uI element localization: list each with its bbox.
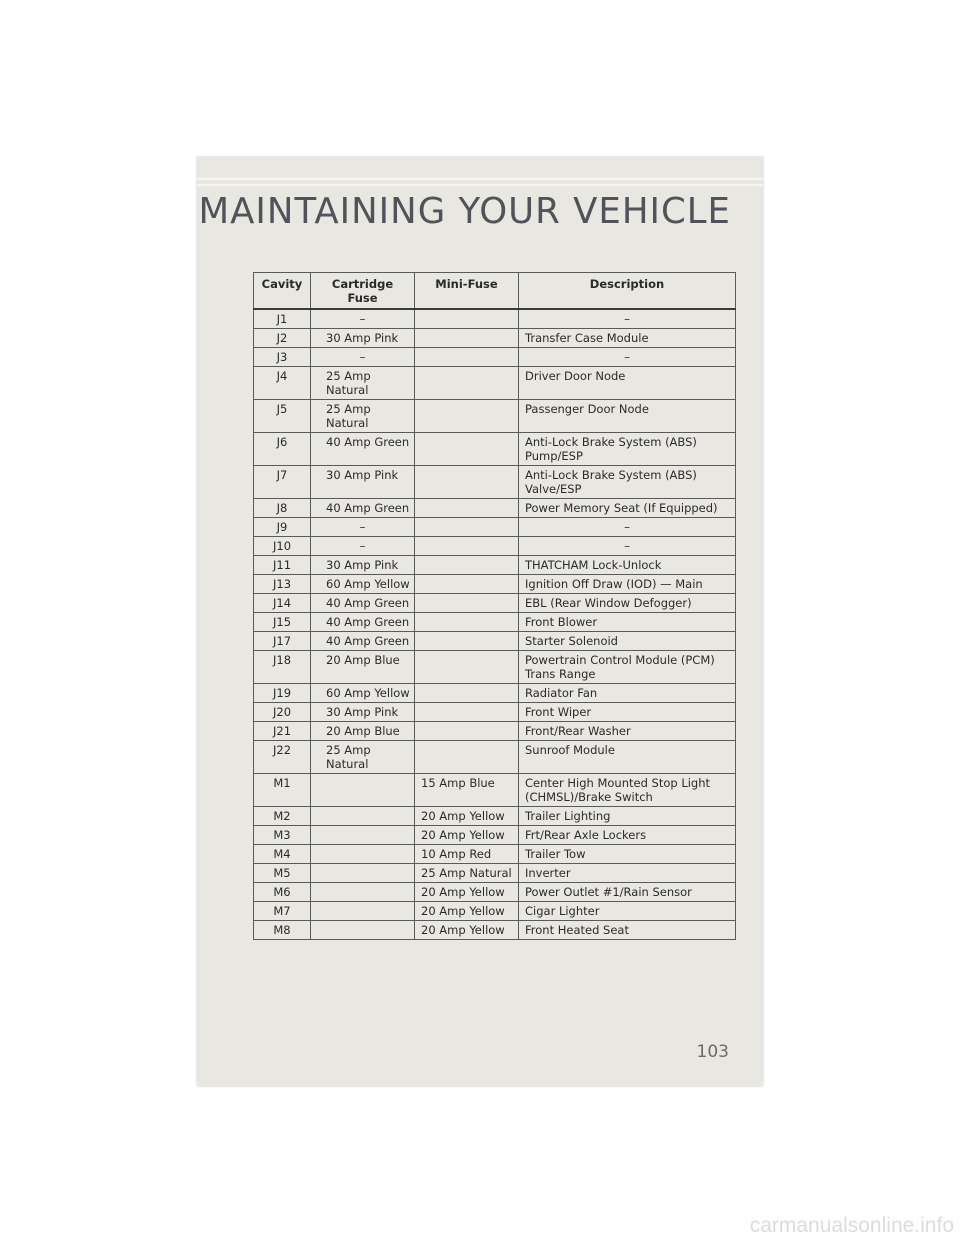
cavity-cell: J22 (254, 741, 311, 774)
table-header-row (254, 273, 736, 310)
mini-fuse-cell (415, 651, 519, 684)
cartridge-fuse-cell: – (311, 309, 415, 329)
cavity-cell: M1 (254, 774, 311, 807)
cavity-cell: M3 (254, 826, 311, 845)
mini-fuse-cell (415, 741, 519, 774)
table-row (254, 594, 736, 613)
header-rule-top (197, 178, 763, 180)
table-row (254, 864, 736, 883)
table-row (254, 651, 736, 684)
mini-fuse-cell (415, 556, 519, 575)
table-row (254, 613, 736, 632)
mini-fuse-cell (415, 518, 519, 537)
cavity-cell: J5 (254, 400, 311, 433)
cavity-cell: J18 (254, 651, 311, 684)
cartridge-fuse-cell: 25 Amp Natural (311, 741, 415, 774)
table-row (254, 537, 736, 556)
description-cell: Center High Mounted Stop Light (CHMSL)/Brake Switch (519, 774, 736, 807)
table-row (254, 632, 736, 651)
cavity-cell: J9 (254, 518, 311, 537)
cartridge-fuse-cell: 30 Amp Pink (311, 556, 415, 575)
column-header-cavity: Cavity (254, 273, 311, 310)
description-cell: Frt/Rear Axle Lockers (519, 826, 736, 845)
cartridge-fuse-cell: 40 Amp Green (311, 613, 415, 632)
mini-fuse-cell (415, 348, 519, 367)
page-number: 103 (696, 1042, 729, 1062)
description-cell: Power Memory Seat (If Equipped) (519, 499, 736, 518)
description-cell: Ignition Off Draw (IOD) — Main (519, 575, 736, 594)
table-row (254, 400, 736, 433)
mini-fuse-cell (415, 329, 519, 348)
description-cell: THATCHAM Lock-Unlock (519, 556, 736, 575)
description-cell: Sunroof Module (519, 741, 736, 774)
table-row (254, 466, 736, 499)
cartridge-fuse-cell: 30 Amp Pink (311, 466, 415, 499)
fuse-table (253, 272, 736, 940)
cavity-cell: J8 (254, 499, 311, 518)
table-row (254, 807, 736, 826)
cavity-cell: M4 (254, 845, 311, 864)
mini-fuse-cell (415, 684, 519, 703)
cavity-cell: J19 (254, 684, 311, 703)
description-cell: Front/Rear Washer (519, 722, 736, 741)
mini-fuse-cell (415, 594, 519, 613)
cavity-cell: J3 (254, 348, 311, 367)
mini-fuse-cell (415, 499, 519, 518)
cavity-cell: J1 (254, 309, 311, 329)
cartridge-fuse-cell: 40 Amp Green (311, 433, 415, 466)
description-cell: Anti-Lock Brake System (ABS) Pump/ESP (519, 433, 736, 466)
cartridge-fuse-cell: 25 Amp Natural (311, 367, 415, 400)
cartridge-fuse-cell (311, 807, 415, 826)
cartridge-fuse-cell: 20 Amp Blue (311, 722, 415, 741)
column-header-description: Description (519, 273, 736, 310)
table-row (254, 741, 736, 774)
header-rule-bottom (197, 184, 763, 186)
description-cell: Trailer Lighting (519, 807, 736, 826)
description-cell: Passenger Door Node (519, 400, 736, 433)
page-title: MAINTAINING YOUR VEHICLE (198, 191, 731, 232)
table-row (254, 883, 736, 902)
mini-fuse-cell (415, 537, 519, 556)
table-row (254, 684, 736, 703)
fuse-table-body (254, 309, 736, 940)
description-cell: Anti-Lock Brake System (ABS) Valve/ESP (519, 466, 736, 499)
cavity-cell: M5 (254, 864, 311, 883)
cartridge-fuse-cell (311, 774, 415, 807)
table-row (254, 309, 736, 329)
cartridge-fuse-cell (311, 845, 415, 864)
description-cell: Driver Door Node (519, 367, 736, 400)
mini-fuse-cell (415, 309, 519, 329)
description-cell: Starter Solenoid (519, 632, 736, 651)
table-row (254, 774, 736, 807)
cavity-cell: J15 (254, 613, 311, 632)
table-row (254, 722, 736, 741)
description-cell: Cigar Lighter (519, 902, 736, 921)
mini-fuse-cell (415, 613, 519, 632)
cavity-cell: J7 (254, 466, 311, 499)
description-cell: Powertrain Control Module (PCM) Trans Range (519, 651, 736, 684)
description-cell: – (519, 518, 736, 537)
table-row (254, 575, 736, 594)
mini-fuse-cell: 20 Amp Yellow (415, 921, 519, 940)
manual-page (197, 157, 763, 1086)
description-cell: Front Blower (519, 613, 736, 632)
cartridge-fuse-cell (311, 902, 415, 921)
table-row (254, 367, 736, 400)
cavity-cell: J10 (254, 537, 311, 556)
description-cell: – (519, 309, 736, 329)
cavity-cell: J13 (254, 575, 311, 594)
cartridge-fuse-cell: – (311, 348, 415, 367)
cavity-cell: J14 (254, 594, 311, 613)
cavity-cell: M7 (254, 902, 311, 921)
description-cell: – (519, 537, 736, 556)
cavity-cell: J11 (254, 556, 311, 575)
cavity-cell: J2 (254, 329, 311, 348)
cartridge-fuse-cell: 60 Amp Yellow (311, 684, 415, 703)
description-cell: EBL (Rear Window Defogger) (519, 594, 736, 613)
mini-fuse-cell (415, 703, 519, 722)
table-row (254, 703, 736, 722)
cartridge-fuse-cell (311, 864, 415, 883)
cavity-cell: J4 (254, 367, 311, 400)
table-row (254, 845, 736, 864)
mini-fuse-cell: 15 Amp Blue (415, 774, 519, 807)
description-cell: – (519, 348, 736, 367)
cartridge-fuse-cell: 25 Amp Natural (311, 400, 415, 433)
table-row (254, 902, 736, 921)
mini-fuse-cell: 20 Amp Yellow (415, 902, 519, 921)
cartridge-fuse-cell: 30 Amp Pink (311, 329, 415, 348)
mini-fuse-cell: 20 Amp Yellow (415, 807, 519, 826)
cartridge-fuse-cell: 40 Amp Green (311, 594, 415, 613)
cavity-cell: M6 (254, 883, 311, 902)
table-row (254, 556, 736, 575)
mini-fuse-cell (415, 367, 519, 400)
cavity-cell: J20 (254, 703, 311, 722)
cartridge-fuse-header-text: Cartridge Fuse (331, 277, 394, 305)
mini-fuse-cell: 20 Amp Yellow (415, 826, 519, 845)
description-cell: Inverter (519, 864, 736, 883)
watermark: carmanualsonline.info (749, 1214, 954, 1237)
cartridge-fuse-cell: 40 Amp Green (311, 499, 415, 518)
cartridge-fuse-cell: 30 Amp Pink (311, 703, 415, 722)
table-row (254, 329, 736, 348)
table-row (254, 826, 736, 845)
mini-fuse-cell (415, 400, 519, 433)
mini-fuse-cell: 20 Amp Yellow (415, 883, 519, 902)
cavity-cell: J17 (254, 632, 311, 651)
mini-fuse-cell: 25 Amp Natural (415, 864, 519, 883)
mini-fuse-cell (415, 632, 519, 651)
description-cell: Front Heated Seat (519, 921, 736, 940)
column-header-cartridge-fuse (311, 273, 415, 310)
cartridge-fuse-cell (311, 883, 415, 902)
cavity-cell: J6 (254, 433, 311, 466)
cartridge-fuse-cell: – (311, 537, 415, 556)
description-cell: Front Wiper (519, 703, 736, 722)
cavity-cell: M8 (254, 921, 311, 940)
description-cell: Trailer Tow (519, 845, 736, 864)
cartridge-fuse-cell: 20 Amp Blue (311, 651, 415, 684)
table-row (254, 348, 736, 367)
table-row (254, 499, 736, 518)
description-cell: Radiator Fan (519, 684, 736, 703)
column-header-mini-fuse: Mini-Fuse (415, 273, 519, 310)
description-cell: Power Outlet #1/Rain Sensor (519, 883, 736, 902)
cartridge-fuse-cell (311, 921, 415, 940)
cartridge-fuse-cell: 40 Amp Green (311, 632, 415, 651)
mini-fuse-cell (415, 466, 519, 499)
description-cell: Transfer Case Module (519, 329, 736, 348)
table-row (254, 518, 736, 537)
cartridge-fuse-cell (311, 826, 415, 845)
mini-fuse-cell (415, 722, 519, 741)
table-row (254, 921, 736, 940)
table-row (254, 433, 736, 466)
cartridge-fuse-cell: 60 Amp Yellow (311, 575, 415, 594)
cartridge-fuse-cell: – (311, 518, 415, 537)
mini-fuse-cell (415, 575, 519, 594)
mini-fuse-cell: 10 Amp Red (415, 845, 519, 864)
cavity-cell: J21 (254, 722, 311, 741)
mini-fuse-cell (415, 433, 519, 466)
cavity-cell: M2 (254, 807, 311, 826)
